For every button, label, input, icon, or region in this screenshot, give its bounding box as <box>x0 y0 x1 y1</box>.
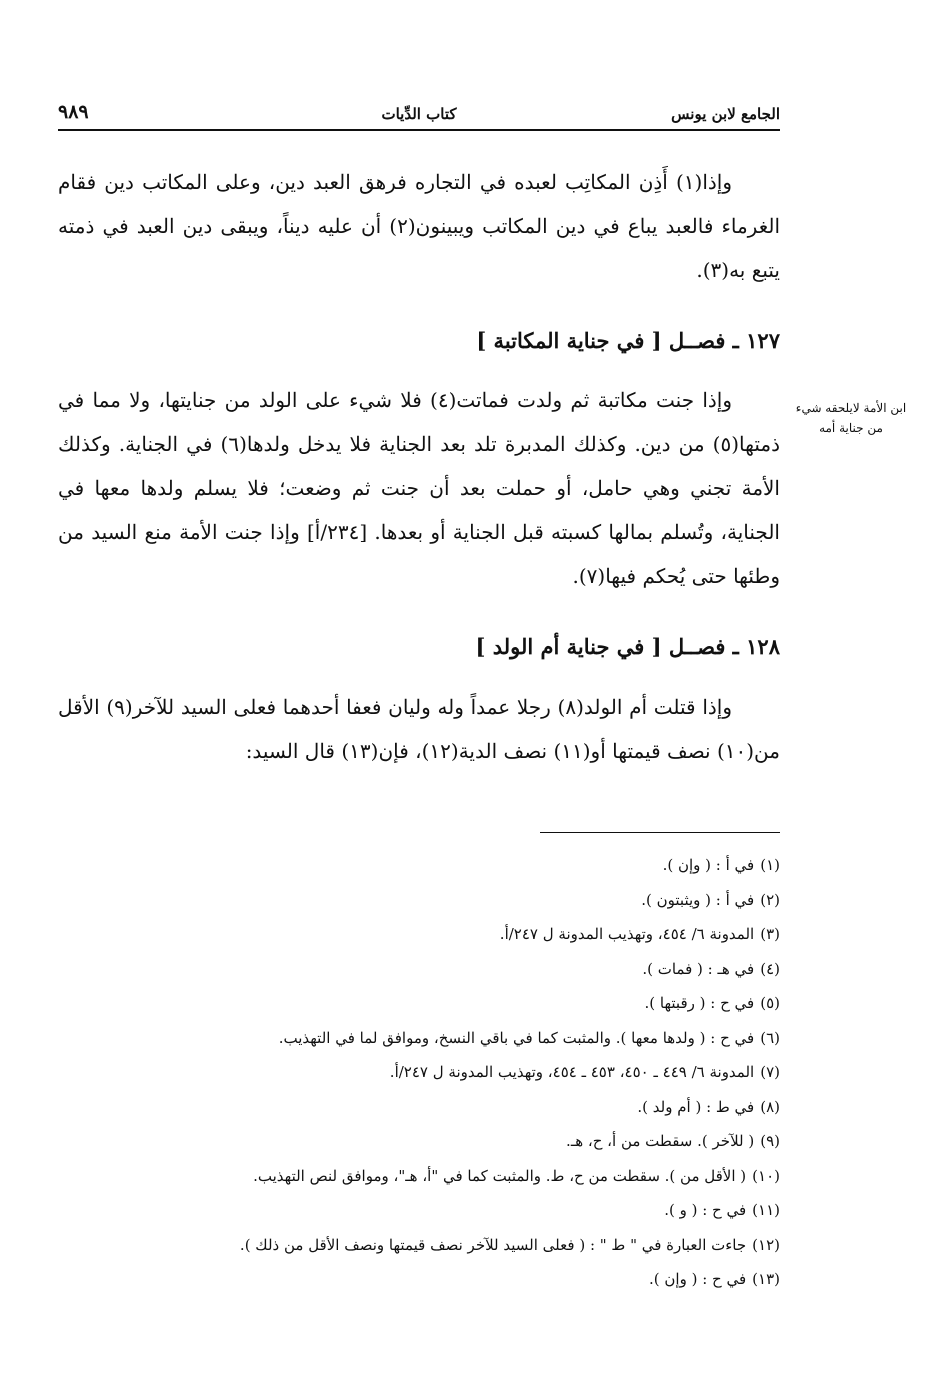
footnote-number: (١) <box>760 856 780 874</box>
footnote-number: (٢) <box>760 890 780 909</box>
footnote-text: في أ : ( وإن ). <box>662 856 755 874</box>
footnote-number: (١٣) <box>752 1270 780 1288</box>
footnote-text: ( للآخر ). سقطت من أ، ح، هـ. <box>566 1132 755 1150</box>
footnote-text: في ح : ( و ). <box>664 1201 747 1219</box>
footnote-text: في ط : ( أم ولد ). <box>637 1097 755 1116</box>
section-heading-128: ١٢٨ ـ فصــل [ في جناية أم الولد ] <box>475 634 780 659</box>
footnotes-list <box>58 850 780 1299</box>
footnote-item <box>58 1126 780 1161</box>
footnote-number: (١٢) <box>752 1235 780 1254</box>
footnote-text: المدونة ٦/ ٤٤٩ ـ ٤٥٠، ٤٥٣ ـ ٤٥٤، وتهذيب المدونة ل ٢٤٧/أ. <box>389 1063 755 1081</box>
footnote-number: (٩) <box>760 1132 780 1150</box>
footnote-text: في ح : ( رقبتها ). <box>644 994 755 1012</box>
footnote-number: (١٠) <box>752 1166 780 1185</box>
footnote-text: في أ : ( ويثبتون ). <box>641 890 755 909</box>
footnote-text: ( الأقل من ). سقطت من ح، ط. والمثبت كما في "أ، هـ"، وموافق لنص التهذيب. <box>253 1166 747 1185</box>
paragraph-2: وإذا جنت مكاتبة ثم ولدت فماتت(٤) فلا شيء على الولد من جنايتها، ولا مما في ذمتها(٥) من دين. وكذلك المدبرة تلد بعد الجناية فلا يدخل ولدها(٦) في الجناية. وكذلك الأمة تجني وهي حامل، أو حملت بعد أن جنت ثم وضعت؛ فلا يسلم ولدها معها في الجناية، وتُسلم بمالها كسبته قبل الجناية أو بعدها. [٢٣٤/أ] وإذا جنت الأمة منع السيد من وطئها حتى يُحكم فيها(٧). <box>58 388 780 588</box>
footnote-item <box>58 988 780 1023</box>
footnote-separator <box>540 832 780 833</box>
footnote-item <box>58 1023 780 1058</box>
footnote-number: (٦) <box>760 1028 780 1047</box>
footnote-number: (٤) <box>760 959 780 978</box>
footnote-item <box>58 1161 780 1196</box>
section-heading-127: ١٢٧ ـ فصــل [ في جناية المكاتبة ] <box>476 328 780 353</box>
footnote-number: (٣) <box>760 925 780 943</box>
footnote-item <box>58 885 780 920</box>
paragraph-3: وإذا قتلت أم الولد(٨) رجلا عمداً وله وليان فعفا أحدهما فعلى السيد للآخر(٩) الأقل من(١٠) نصف قيمتها أو(١١) نصف الدية(١٢)، فإن(١٣) قال السيد: <box>58 695 780 763</box>
footnote-item <box>58 1264 780 1299</box>
book-title: الجامع لابن يونس <box>671 105 780 123</box>
footnote-item <box>58 1195 780 1230</box>
footnote-item <box>58 919 780 954</box>
footnote-item <box>58 954 780 989</box>
paragraph-1: وإذا(١) أَذِن المكاتِب لعبده في التجاره فرهق العبد دين، وعلى المكاتب دين فقام الغرماء فالعبد يباع في دين المكاتب ويبينون(٢) أن عليه ديناً، ويبقى دين العبد في ذمته يتبع به(٣). <box>58 170 780 282</box>
page-number: ٩٨٩ <box>58 101 89 123</box>
margin-note: ابن الأمة لايلحقه شيء من جناية أمه <box>795 401 907 435</box>
running-header <box>58 103 780 131</box>
footnote-number: (٧) <box>760 1063 780 1081</box>
footnote-item <box>58 1057 780 1092</box>
footnote-number: (١١) <box>752 1201 780 1219</box>
footnote-text: المدونة ٦/ ٤٥٤، وتهذيب المدونة ل ٢٤٧/أ. <box>499 925 755 943</box>
footnote-number: (٨) <box>760 1097 780 1116</box>
footnote-text: في ح : ( ولدها معها ). والمثبت كما في باقي النسخ، وموافق لما في التهذيب. <box>278 1028 755 1047</box>
footnote-text: جاءت العبارة في " ط " : ( فعلى السيد للآخر نصف قيمتها ونصف الأقل من ذلك ). <box>239 1235 747 1254</box>
footnote-item <box>58 1230 780 1265</box>
footnote-item <box>58 850 780 885</box>
footnote-number: (٥) <box>760 994 780 1012</box>
footnote-item <box>58 1092 780 1127</box>
footnote-text: في هـ : ( فمات ). <box>642 959 755 978</box>
footnote-text: في ح : ( وإن ). <box>649 1270 747 1288</box>
chapter-title: كتاب الدِّيات <box>381 105 457 123</box>
